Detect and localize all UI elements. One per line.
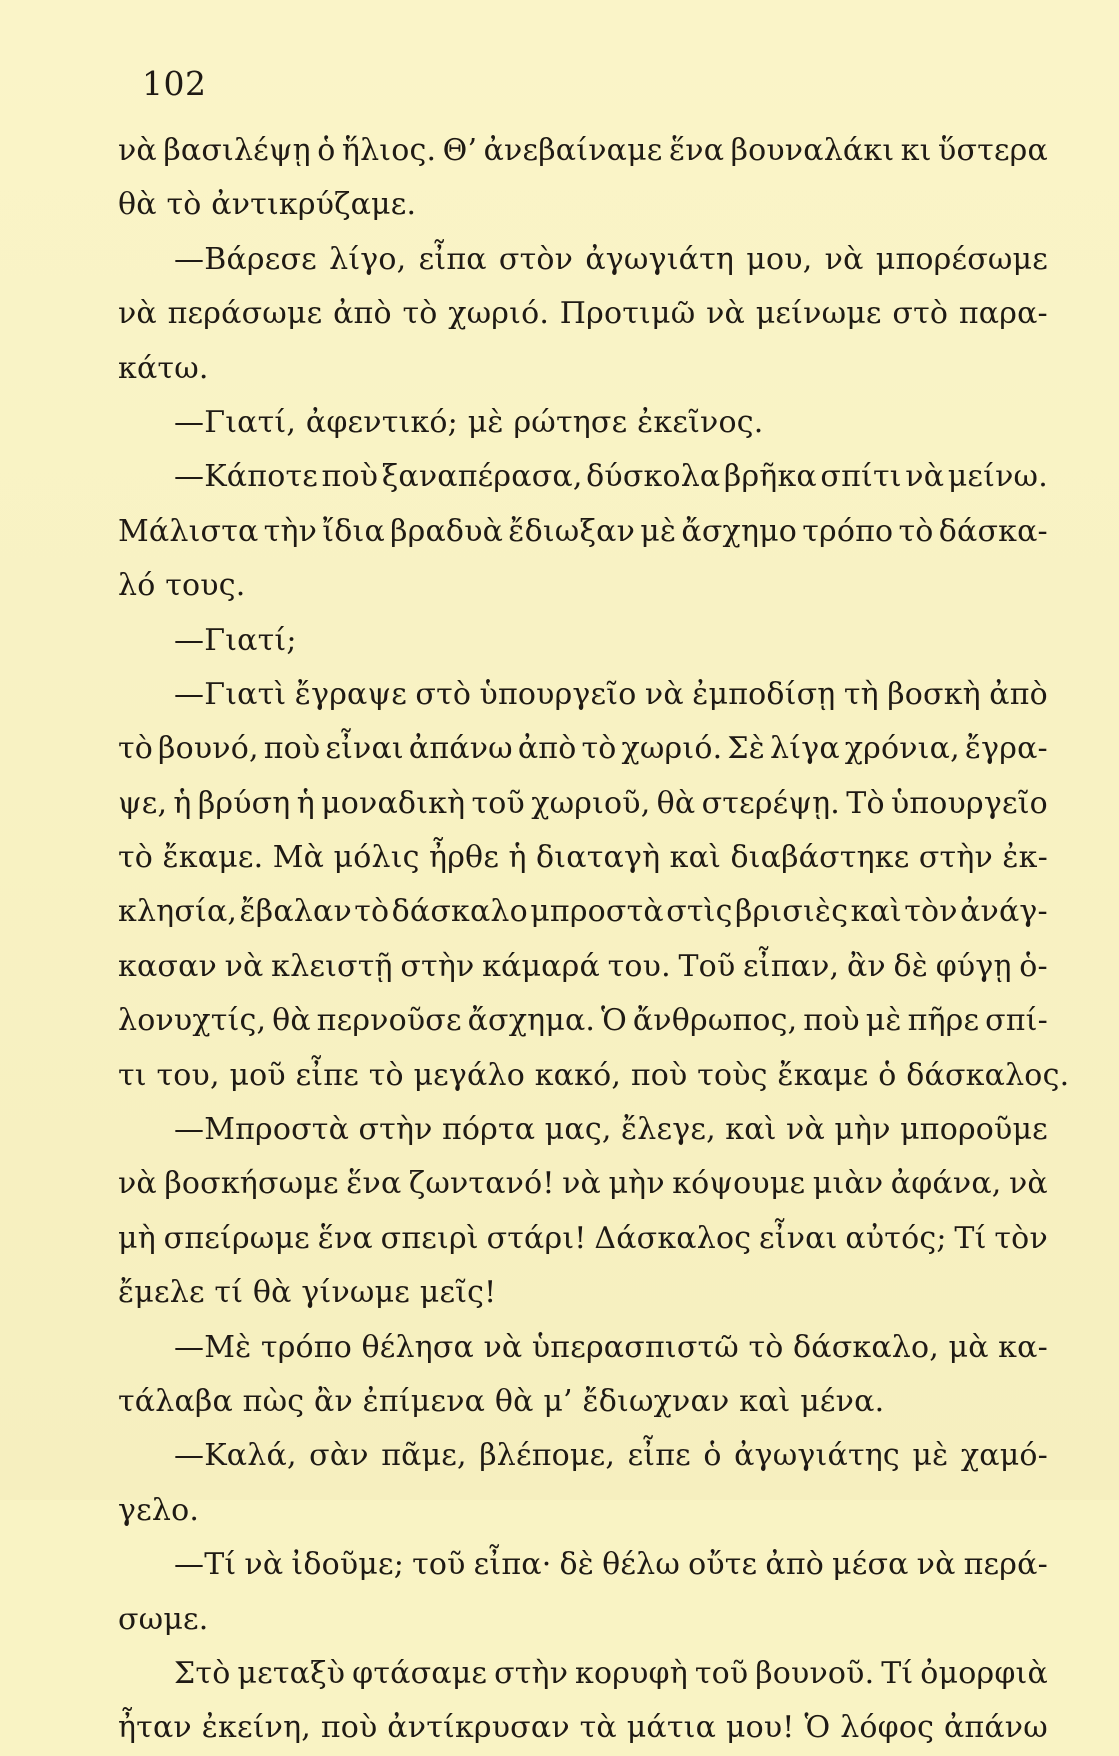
text-line — [118, 1321, 1048, 1375]
word: νὰ — [644, 676, 684, 712]
text-line-content — [174, 1538, 1048, 1592]
text-line-content: τι του, μοῦ εἶπε τὸ μεγάλο κακό, ποὺ τοὺς ἔκαμε ὁ δάσκαλος. — [118, 1057, 1070, 1093]
word: νὰ — [118, 133, 157, 168]
word: ἀπὸ — [517, 731, 577, 767]
word: πόρτα — [441, 1112, 536, 1148]
word: τὴν — [263, 513, 318, 549]
word: χαμό- — [960, 1438, 1048, 1474]
word: στὴν — [358, 1112, 433, 1148]
word: ἂν — [846, 948, 886, 984]
text-line-content — [174, 1103, 1048, 1157]
word: Προτιμῶ — [559, 296, 696, 332]
word: μεταξὺ — [237, 1655, 346, 1691]
word: ἀγωγιάτης — [734, 1438, 900, 1474]
word: βρισιὲς — [734, 894, 849, 930]
word: τοῦ — [694, 1655, 749, 1691]
word: βουνό, — [158, 731, 259, 767]
word: ἀπὸ — [765, 1547, 824, 1583]
word: μιὰν — [812, 1166, 884, 1202]
word: μείνωμε — [755, 296, 882, 332]
word: ἕνα — [668, 133, 725, 168]
word: μόλις — [333, 840, 420, 876]
word: ὕστερα — [938, 133, 1048, 168]
word: στὴν — [918, 840, 993, 876]
word: μείνω. — [947, 459, 1048, 495]
text-line-content: σωμε. — [118, 1601, 209, 1637]
word: Δάσκαλος — [594, 1220, 752, 1256]
text-line — [118, 396, 1048, 450]
text-line-content: τάλαβα πὼς ἂν ἐπίμενα θὰ μ’ ἔδιωχναν καὶ μένα. — [118, 1383, 885, 1419]
word: μου, — [746, 241, 813, 277]
word: μὰ — [948, 1329, 989, 1365]
word: —Μὲ — [174, 1329, 252, 1365]
word: χωριό. — [621, 731, 723, 767]
word: τοῦ — [471, 785, 525, 821]
word: μὴν — [834, 1112, 891, 1148]
word: ἔκαμε. — [162, 840, 264, 876]
text-line — [118, 1701, 1048, 1755]
word: νὰ — [786, 1112, 825, 1148]
text-line-content — [174, 1647, 1048, 1701]
word: θέλησα — [361, 1329, 474, 1365]
word: πῆρε — [907, 1003, 980, 1039]
word: διαβάστηκε — [730, 840, 910, 876]
word: κάμαρά — [482, 948, 600, 984]
word: ἰδοῦμε; — [291, 1547, 405, 1583]
word: εἶπα· — [473, 1547, 552, 1583]
word: ἐκείνη, — [201, 1710, 312, 1746]
word: ἀγωγιάτη — [585, 241, 735, 277]
word: ὁ — [317, 133, 336, 168]
text-line — [118, 1429, 1048, 1483]
word: —Μπροστὰ — [174, 1112, 350, 1148]
word: Ὁ — [601, 1003, 627, 1039]
word: θὰ — [656, 785, 696, 821]
text-line-content — [174, 233, 1048, 287]
word: ὀμορφιὰ — [920, 1655, 1048, 1691]
word: ἔγραψε — [294, 676, 407, 712]
word: τὸν — [994, 1220, 1048, 1256]
word: ὁ- — [1019, 948, 1048, 984]
word: τὸ — [354, 894, 390, 930]
text-line-content — [118, 777, 1048, 831]
word: δὲ — [893, 948, 929, 984]
word: ἔγρα- — [964, 731, 1048, 767]
text-line-content — [118, 831, 1048, 885]
word: λονυχτίς, — [118, 1003, 267, 1039]
word: τὰ — [579, 1710, 617, 1746]
text-line — [118, 233, 1048, 287]
text-line — [118, 1049, 1070, 1103]
text-line-content: θὰ τὸ ἀντικρύζαμε. — [118, 187, 417, 223]
word: τὴ — [843, 676, 879, 712]
word: θὰ — [272, 1003, 311, 1039]
word: μὲ — [865, 1003, 902, 1039]
word: ἦρθε — [429, 840, 500, 876]
word: Ὁ — [804, 1710, 831, 1746]
text-line — [118, 1484, 1048, 1538]
text-line — [118, 450, 1048, 504]
word: ἀπάνω — [408, 731, 513, 767]
text-line — [118, 831, 1048, 885]
word: βοσκήσωμε — [164, 1166, 339, 1202]
word: τὸ — [118, 840, 154, 876]
word: εἶπαν, — [743, 948, 840, 984]
text-line — [118, 777, 1048, 831]
word: τὸ — [118, 731, 154, 767]
word: καὶ — [850, 894, 902, 930]
word: παρα- — [958, 296, 1048, 332]
word: ἄνθρωπος, — [632, 1003, 798, 1039]
word: ἀνάγ- — [960, 894, 1048, 930]
word: ἀπὸ — [333, 296, 392, 332]
word: Τί — [954, 1220, 987, 1256]
word: ἐμποδίσῃ — [692, 676, 836, 712]
word: στὴν — [400, 948, 475, 984]
word: σπί- — [985, 1003, 1048, 1039]
word: ἐκ- — [1002, 840, 1048, 876]
word: μὴ — [118, 1220, 156, 1256]
text-line-content — [118, 940, 1048, 994]
text-line-content — [118, 124, 1048, 178]
word: δὲ — [559, 1547, 595, 1583]
word: του. — [607, 948, 671, 984]
word: πᾶμε, — [381, 1438, 467, 1474]
word: εἶπε — [627, 1438, 691, 1474]
word: μπροστὰ — [530, 894, 664, 930]
word: νὰ — [118, 1166, 157, 1202]
word: στερέψῃ. — [701, 785, 841, 821]
word: φτάσαμε — [352, 1655, 488, 1691]
word: αὐτός; — [845, 1220, 947, 1256]
word: ἔλεγε, — [620, 1112, 716, 1148]
word: κλειστῇ — [271, 948, 393, 984]
text-line-content — [118, 1157, 1048, 1211]
word: τὸ — [581, 731, 617, 767]
text-line-content — [174, 450, 1048, 504]
text-line-content: λό τους. — [118, 568, 246, 604]
word: Μάλιστα — [118, 513, 259, 549]
text-line — [118, 559, 1048, 613]
text-line — [118, 722, 1048, 776]
text-line-content — [174, 668, 1048, 722]
text-line-content — [174, 1429, 1048, 1483]
text-line — [118, 1266, 1048, 1320]
word: δάσκαλο, — [793, 1329, 940, 1365]
text-line — [118, 342, 1048, 396]
word: εἶναι — [325, 731, 404, 767]
word: τὸ — [402, 296, 438, 332]
word: ποὺ — [320, 1710, 378, 1746]
word: νὰ — [224, 948, 264, 984]
word: νὰ — [118, 296, 157, 332]
word: χρόνια, — [844, 731, 960, 767]
word: μοναδικὴ — [321, 785, 466, 821]
word: —Γιατὶ — [174, 676, 287, 712]
word: μποροῦμε — [900, 1112, 1048, 1148]
word: τρόπο — [802, 513, 894, 549]
word: ἕνα — [317, 1220, 373, 1256]
text-line — [118, 668, 1048, 722]
text-line — [118, 940, 1048, 994]
text-line — [118, 1212, 1048, 1266]
word: ὑπουργεῖο — [890, 785, 1048, 821]
word: βλέπομε, — [479, 1438, 616, 1474]
word: σπείρωμε — [163, 1220, 310, 1256]
word: δύσκολα — [586, 459, 721, 495]
word: στὸν — [498, 241, 574, 277]
text-line — [118, 1157, 1048, 1211]
word: Στὸ — [174, 1655, 231, 1691]
word: κι — [900, 133, 932, 168]
word: σπειρὶ — [380, 1220, 479, 1256]
word: ποὺ — [321, 459, 379, 495]
text-line — [118, 124, 1048, 178]
word: βρῆκα — [723, 459, 817, 495]
word: ἀντίκρυσαν — [387, 1710, 570, 1746]
word: ἕνα — [346, 1166, 402, 1202]
word: λίγα — [770, 731, 840, 767]
word: ποὺ — [263, 731, 321, 767]
text-line-content: —Γιατί; — [174, 622, 297, 658]
word: ὑπερασπιστῶ — [531, 1329, 739, 1365]
text-line-content — [118, 1212, 1048, 1266]
word: νὰ — [706, 296, 746, 332]
word: ὑπουργεῖο — [479, 676, 637, 712]
text-line — [118, 1538, 1048, 1592]
word: καὶ — [725, 1112, 777, 1148]
word: καὶ — [669, 840, 722, 876]
word: νὰ — [824, 241, 864, 277]
word: διαταγὴ — [536, 840, 661, 876]
text-line-content — [118, 287, 1048, 341]
text-line-content: ἔμελε τί θὰ γίνωμε μεῖς! — [118, 1275, 497, 1311]
word: στὸ — [415, 676, 472, 712]
word: περά- — [963, 1547, 1048, 1583]
word: κα- — [998, 1329, 1048, 1365]
word: κορυφὴ — [575, 1655, 688, 1691]
word: ἀπὸ — [989, 676, 1048, 712]
word: ἀνεβαίναμε — [483, 133, 663, 168]
word: μου! — [725, 1710, 795, 1746]
text-line — [118, 1593, 1048, 1647]
word: ἔβαλαν — [239, 894, 352, 930]
word: μας, — [544, 1112, 612, 1148]
word: ἡ — [296, 785, 315, 821]
word: τὸ — [898, 513, 934, 549]
word: δάσκαλο — [391, 894, 528, 930]
word: ἡ — [173, 785, 192, 821]
body-text — [118, 124, 1070, 1756]
word: Τοῦ — [678, 948, 736, 984]
text-line — [118, 994, 1048, 1048]
text-line-content — [118, 722, 1048, 776]
word: νὰ — [483, 1329, 523, 1365]
word: λόφος — [840, 1710, 935, 1746]
word: βρύση — [197, 785, 291, 821]
text-line — [118, 178, 1048, 232]
word: σπίτι — [820, 459, 902, 495]
text-line-content: κάτω. — [118, 350, 209, 386]
word: κόψουμε — [672, 1166, 806, 1202]
word: νὰ — [1008, 1166, 1048, 1202]
word: νὰ — [905, 459, 945, 495]
word: σὰν — [309, 1438, 369, 1474]
word: ἀφάνα, — [890, 1166, 1002, 1202]
word: —Τί — [174, 1547, 237, 1583]
word: ζωντανό! — [408, 1166, 555, 1202]
text-line-content — [118, 994, 1048, 1048]
text-line — [118, 1375, 1048, 1429]
text-line — [118, 287, 1048, 341]
text-line-content — [118, 1701, 1048, 1755]
word: μὴν — [608, 1166, 665, 1202]
text-line-content: γελο. — [118, 1492, 200, 1528]
word: περάσωμε — [167, 296, 323, 332]
word: στάρι! — [486, 1220, 587, 1256]
word: ἴδια — [322, 513, 385, 549]
word: δάσκα- — [938, 513, 1048, 549]
word: ἥλιος. — [341, 133, 437, 168]
word: θέλω — [602, 1547, 681, 1583]
word: χωριό. — [448, 296, 550, 332]
word: περνοῦσε — [316, 1003, 462, 1039]
word: νὰ — [562, 1166, 601, 1202]
word: Τὸ — [846, 785, 885, 821]
word: στὸ — [892, 296, 949, 332]
word: μάτια — [626, 1710, 717, 1746]
word: τὸ — [748, 1329, 784, 1365]
word: —Καλά, — [174, 1438, 297, 1474]
word: εἶπα — [418, 241, 487, 277]
word: ἦταν — [118, 1710, 192, 1746]
word: μὲ — [640, 513, 677, 549]
word: ποὺ — [803, 1003, 860, 1039]
word: οὔτε — [688, 1547, 758, 1583]
word: Τί — [881, 1655, 914, 1691]
word: βουναλάκι — [730, 133, 895, 168]
text-line-content: —Γιατί, ἀφεντικό; μὲ ρώτησε ἐκεῖνος. — [174, 404, 764, 440]
word: λίγο, — [329, 241, 407, 277]
text-line — [118, 885, 1048, 939]
text-line — [118, 1103, 1048, 1157]
word: τὸν — [904, 894, 958, 930]
word: χωριοῦ, — [531, 785, 651, 821]
word: κασαν — [118, 948, 217, 984]
text-line-content — [118, 505, 1048, 559]
word: Μὰ — [272, 840, 325, 876]
word: νὰ — [916, 1547, 956, 1583]
text-line-content — [174, 1321, 1048, 1375]
text-line — [118, 1647, 1048, 1701]
text-line — [118, 505, 1048, 559]
word: —Βάρεσε — [174, 241, 317, 277]
word: στὶς — [666, 894, 733, 930]
word: βασιλέψῃ — [163, 133, 311, 168]
word: ἡ — [508, 840, 527, 876]
word: στὴν — [494, 1655, 569, 1691]
word: ξαναπέρασα, — [381, 459, 583, 495]
word: ἀπάνω — [943, 1710, 1048, 1746]
word: βουνοῦ. — [755, 1655, 875, 1691]
word: ἄσχημα. — [467, 1003, 596, 1039]
text-line-content — [118, 885, 1048, 939]
word: τοῦ — [412, 1547, 466, 1583]
word: Σὲ — [727, 731, 766, 767]
word: μπορέσωμε — [875, 241, 1048, 277]
word: εἶναι — [759, 1220, 838, 1256]
word: τρόπο — [260, 1329, 352, 1365]
text-line — [118, 614, 1048, 668]
page-number: 102 — [142, 64, 207, 103]
word: φύγῃ — [935, 948, 1012, 984]
word: μέσα — [832, 1547, 909, 1583]
word: μὲ — [912, 1438, 949, 1474]
word: ψε, — [118, 785, 168, 821]
word: ἄσχημο — [681, 513, 798, 549]
word: Θ’ — [442, 133, 478, 168]
word: ἔδιωξαν — [508, 513, 636, 549]
word: νὰ — [244, 1547, 284, 1583]
word: ὁ — [703, 1438, 722, 1474]
word: κλησία, — [118, 894, 238, 930]
word: —Κάποτε — [174, 459, 318, 495]
word: βοσκὴ — [887, 676, 981, 712]
word: βραδυὰ — [390, 513, 504, 549]
